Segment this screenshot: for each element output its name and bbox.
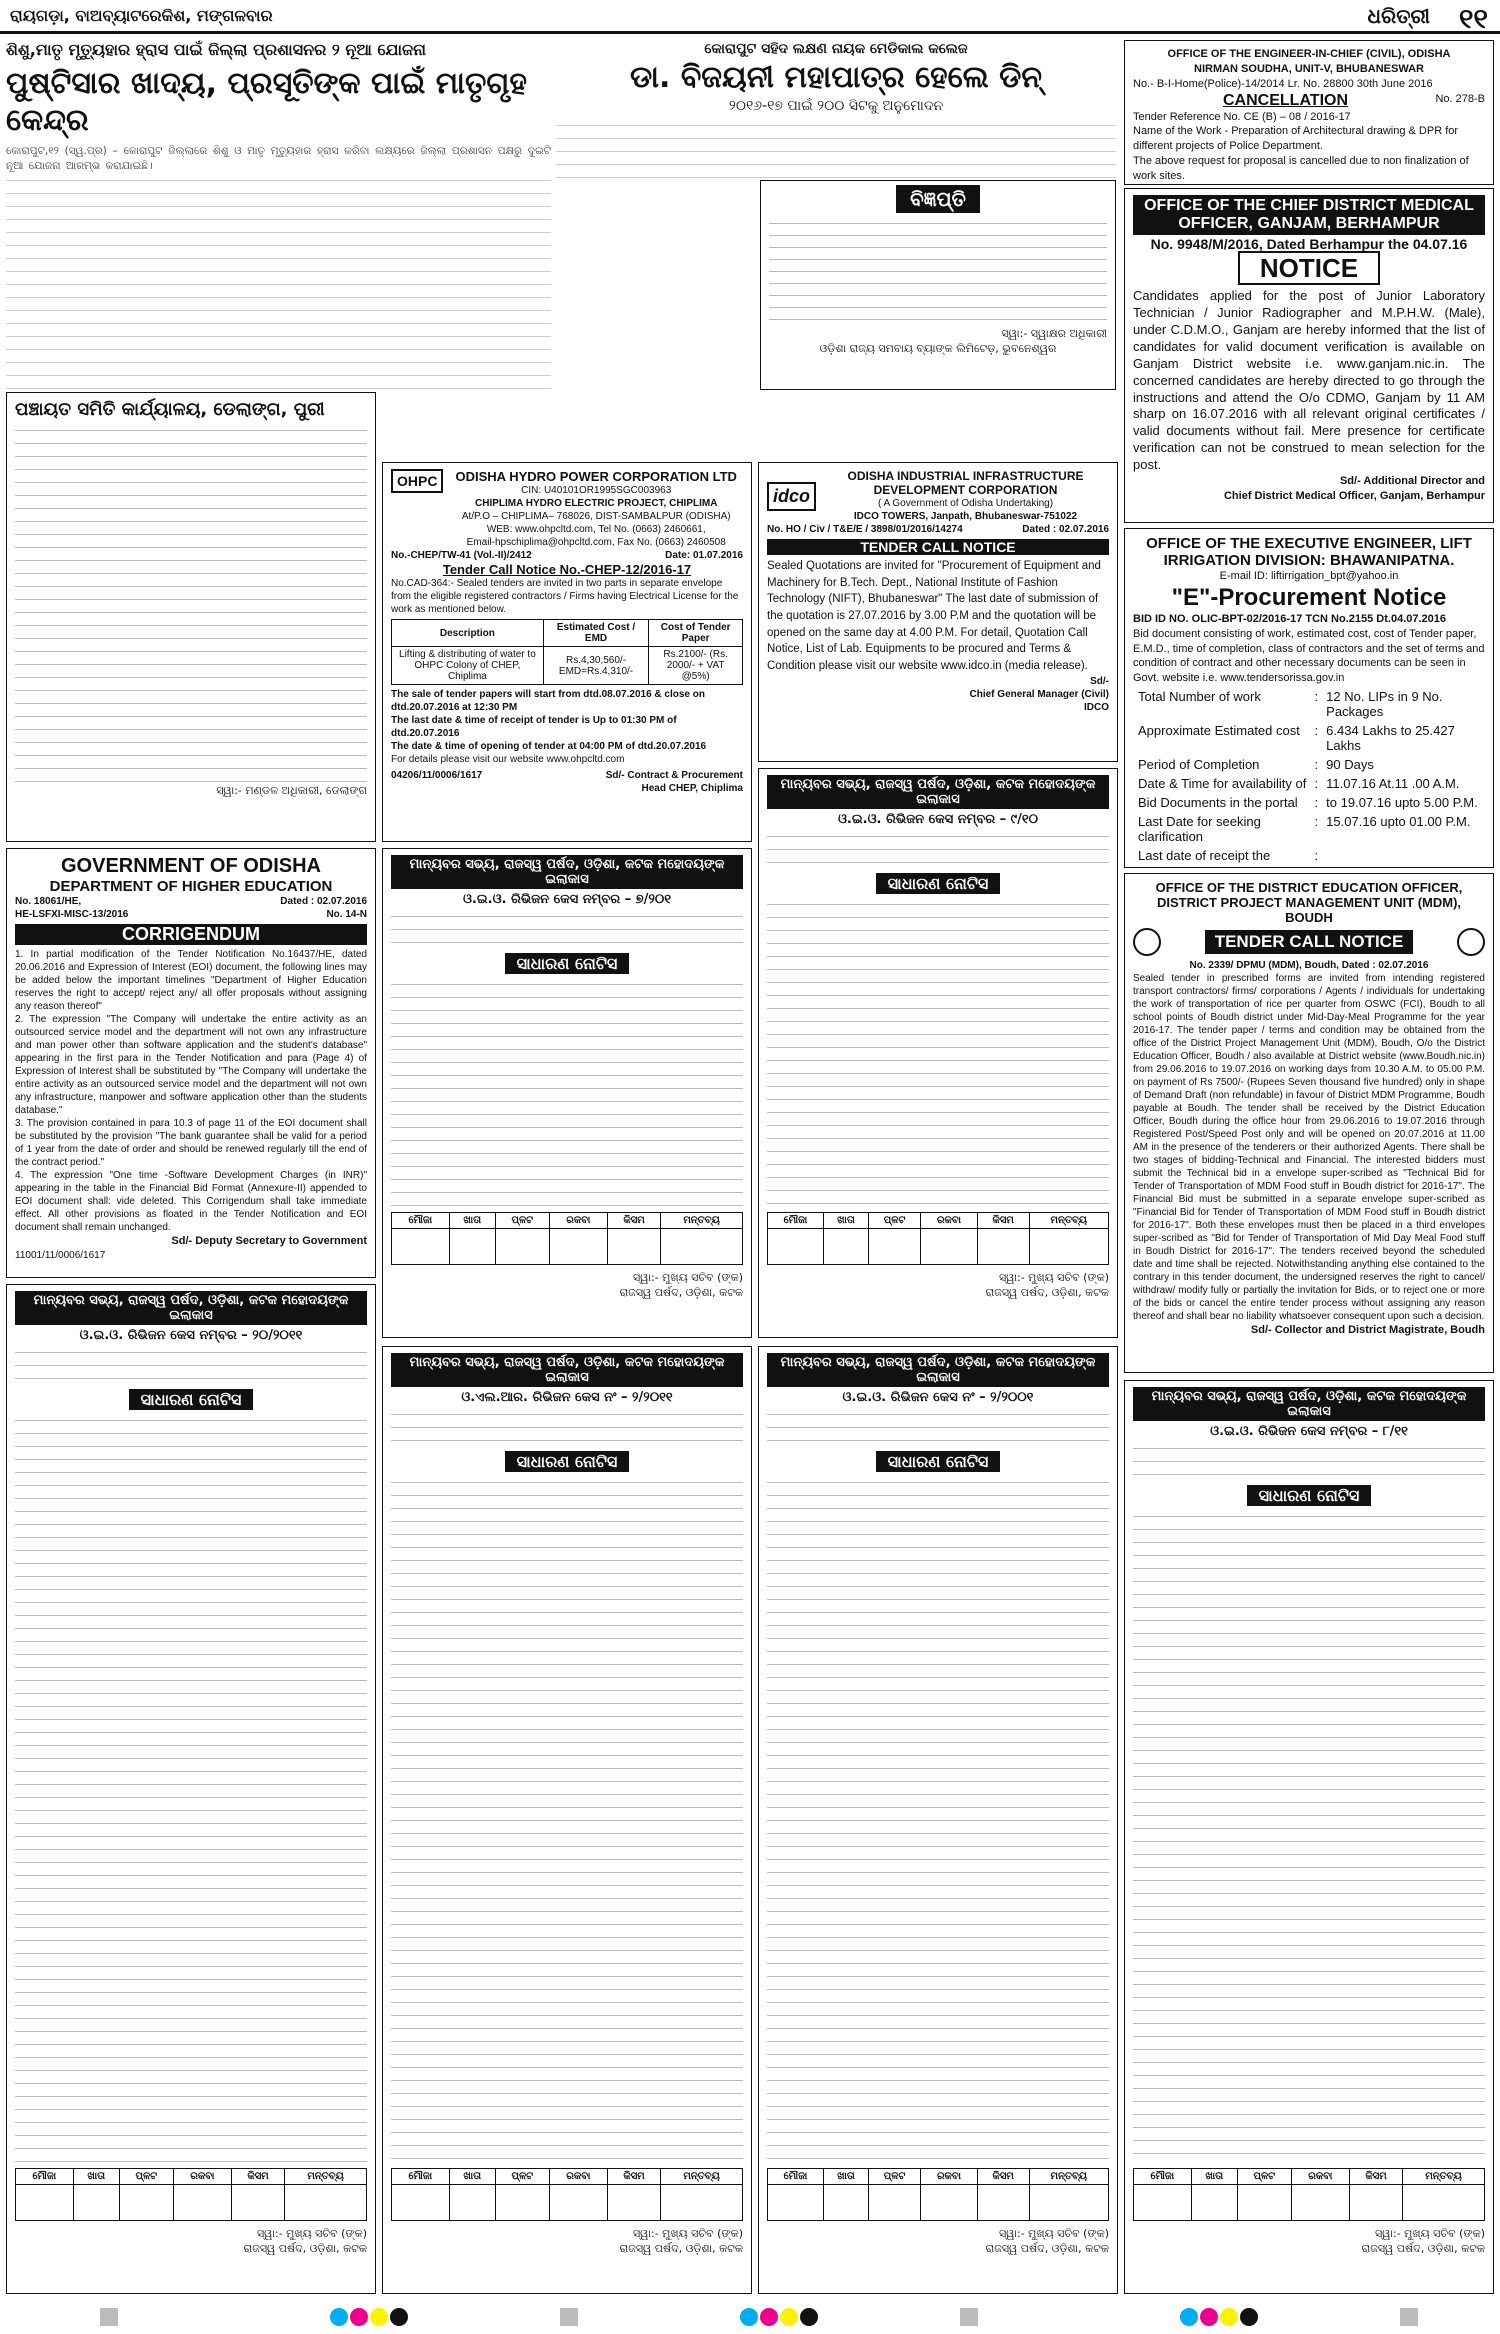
court-place: ରାଜସ୍ୱ ପର୍ଷଦ, ଓଡ଼ିଶା, କଟକ: [243, 2241, 367, 2255]
lift-schedule-cell: [1312, 866, 1322, 868]
deo-sign: Sd/- Collector and District Magistrate, Boudh: [1250, 1324, 1485, 1336]
goo-foot: 11001/11/0006/1617: [15, 1249, 106, 1261]
court-th: ମୌଜା: [768, 1213, 824, 1229]
ohpc-foot: 04206/11/0006/1617: [391, 770, 483, 781]
court-td: [1029, 2185, 1108, 2221]
goo-no: No. 18061/HE,: [15, 896, 82, 907]
color-swatch: [390, 2308, 408, 2326]
court-td: [1291, 2185, 1349, 2221]
ohpc-tender-notice: [382, 462, 752, 842]
eic-pno: No. 278-B: [1435, 92, 1485, 105]
lift-bid: BID ID NO. OLIC-BPT-02/2016-17 TCN No.2155 Dt.04.07.2016: [1133, 612, 1447, 625]
color-swatch: [1180, 2308, 1198, 2326]
lift-schedule-cell: Date & Time for availability of: [1138, 776, 1307, 792]
court-header: ମାନ୍ୟବର ସଭ୍ୟ, ରାଜସ୍ୱ ପର୍ଷଦ, ଓଡ଼ିଶା, କଟକ ମହୋଦୟଙ୍କ ଇଲାକାସ: [391, 855, 743, 889]
dean-sub: ୨୦୧୬-୧୭ ପାଇଁ ୨୦୦ ସିଟକୁ ଅନୁମୋଦନ: [728, 98, 944, 115]
goo-file: HE-LSFXI-MISC-13/2016: [15, 909, 129, 920]
court-th: ରକବା: [1291, 2169, 1349, 2185]
eic-work: Name of the Work - Preparation of Architectural drawing & DPR for different projects of Police Department.: [1133, 125, 1459, 153]
court-case: ଓ.ଇ.ଓ. ରିଭିଜନ କେସ ନମ୍ବର – ୨୦/୨୦୧୧: [79, 1328, 303, 1343]
court-td: [449, 1229, 495, 1265]
goo-item-4: 4. The expression "One time -Software Development Charges (in INR)" appearing in the table in the Financial Bid Format (Annexure-II) appended to EOI document shall: vide deleted. This Corrigendum shall take immediate effect. All other provisions as floated in the Tender Notification and EOI document shall remain unchanged.: [15, 1170, 367, 1233]
lift-schedule-row: [1135, 722, 1483, 754]
court-td: [231, 2185, 284, 2221]
court-td: [921, 2185, 978, 2221]
court-td: [173, 2185, 231, 2221]
ohpc-td-desc: Lifting & distributing of water to OHPC Colony of CHEP, Chiplima: [392, 647, 544, 685]
court-body-lines: [767, 898, 1109, 1208]
court-header: ମାନ୍ୟବର ସଭ୍ୟ, ରାଜସ୍ୱ ପର୍ଷଦ, ଓଡ଼ିଶା, କଟକ ମହୋଦୟଙ୍କ ଇଲାକାସ: [15, 1291, 367, 1325]
color-swatch: [1220, 2308, 1238, 2326]
court-td: [921, 1229, 978, 1265]
lift-schedule-row: [1135, 775, 1483, 792]
court-header: ମାନ୍ୟବର ସଭ୍ୟ, ରାଜସ୍ୱ ପର୍ଷଦ, ଓଡ଼ିଶା, କଟକ ମହୋଦୟଙ୍କ ଇଲାକାସ: [767, 1353, 1109, 1387]
ohpc-th-paper: Cost of Tender Paper: [649, 620, 743, 647]
ohpc-sign: Sd/- Contract & Procurement Head CHEP, Chiplima: [605, 770, 743, 794]
gray-swatch: [960, 2308, 978, 2326]
panchayat-body-lines: [15, 424, 367, 784]
lead-kicker: ଶିଶୁ,ମାତୃ ମୃତ୍ୟୁହାର ହ୍ରାସ ପାଇଁ ଜିଲ୍ଲା ପ୍ରଶାସନର ୨ ନୂଆ ଯୋଜନା: [6, 40, 426, 59]
lift-schedule-cell: Total Number of work: [1138, 689, 1261, 705]
court-land-table: [391, 2168, 743, 2221]
court-header: ମାନ୍ୟବର ସଭ୍ୟ, ରାଜସ୍ୱ ପର୍ଷଦ, ଓଡ଼ିଶା, କଟକ ମହୋଦୟଙ୍କ ଇଲାକାସ: [1133, 1387, 1485, 1421]
court-notice-title: ସାଧାରଣ ନୋଟିସ: [876, 873, 1001, 894]
eic-no: No.- B-I-Home(Police)-14/2014 Lr. No. 28800 30th June 2016: [1133, 77, 1433, 90]
court-land-table: [767, 1212, 1109, 1265]
court-th: ମନ୍ତବ୍ୟ: [661, 1213, 743, 1229]
court-th: ରକବା: [921, 1213, 978, 1229]
court-place: ରାଜସ୍ୱ ପର୍ଷଦ, ଓଡ଼ିଶା, କଟକ: [619, 1285, 743, 1299]
court-place: ରାଜସ୍ୱ ପର୍ଷଦ, ଓଡ଼ିଶା, କଟକ: [985, 1285, 1109, 1299]
page-number: ୧୧: [1458, 2, 1488, 35]
lift-schedule-row: [1135, 756, 1483, 773]
lift-schedule-cell: 6.434 Lakhs to 25.427 Lakhs: [1326, 723, 1455, 754]
goo-item-2: 2. The expression "The Company will undertake the entire activity as an outsourced service model and the department will not own any infrastructure and man power other than software application and the student's database" appearing in the first para in the Tender Notification and para (Page 4) of Expression of Interest shall be substituted by "The Company will undertake the entire activity as an outsourced service model and the department will not own any infrastructure, manpower and software application other than the students database.": [15, 1014, 367, 1116]
idco-tender-notice: [758, 462, 1118, 762]
court-sign: ସ୍ୱା:- ମୁଖ୍ୟ ସଚିବ (ଙ୍କ): [1375, 2227, 1485, 2240]
corrigendum-notice: [6, 848, 376, 1278]
ohpc-date: Date: 01.07.2016: [665, 550, 743, 561]
lead-story: [6, 40, 551, 390]
lift-schedule-cell: [1135, 866, 1310, 868]
idco-addr: IDCO TOWERS, Janpath, Bhubaneswar-751022: [853, 511, 1078, 522]
court-td: [73, 2185, 119, 2221]
court-th: ଖାତା: [823, 1213, 868, 1229]
eic-office: OFFICE OF THE ENGINEER-IN-CHIEF (CIVIL), ODISHA: [1167, 48, 1451, 60]
goo-item-3: 3. The provision contained in para 10.3 of page 11 of the EOI document shall be substituted by the provision "The bank guarantee shall be valid for a period of 1 year from the date of order and should be renewed regularly till the end of the contract period.": [15, 1118, 367, 1168]
revenue-board-notice: [382, 848, 752, 1338]
court-place: ରାଜସ୍ୱ ପର୍ଷଦ, ଓଡ଼ିଶା, କଟକ: [985, 2241, 1109, 2255]
court-parties-lines: [391, 910, 743, 950]
eic-ref: Tender Reference No. CE (B) – 08 / 2016-17: [1133, 110, 1351, 123]
court-case: ଓ.ଇ.ଓ. ରିଭିଜନ କେସ ନଂ – ୨/୨୦୦୧: [842, 1390, 1034, 1405]
court-th: ଖାତା: [449, 1213, 495, 1229]
revenue-board-notice: [382, 1346, 752, 2294]
lift-title: "E"-Procurement Notice: [1171, 583, 1447, 611]
eic-addr: NIRMAN SOUDHA, UNIT-V, BHUBANESWAR: [1194, 62, 1424, 75]
court-td: [607, 2185, 660, 2221]
lift-schedule-cell: 11.07.16 At.11 .00 A.M.: [1326, 776, 1460, 792]
deo-boudh-notice: [1124, 873, 1494, 1373]
idco-no: No. HO / Civ / T&E/E / 3898/01/2016/14274: [767, 524, 963, 535]
court-th: ମନ୍ତବ୍ୟ: [285, 2169, 367, 2185]
court-land-table: [1133, 2168, 1485, 2221]
court-th: ପ୍ଳଟ: [869, 1213, 921, 1229]
gray-swatch: [1400, 2308, 1418, 2326]
bigyapti-sign: ସ୍ୱା:- ସ୍ୱାକ୍ଷର ଅଧିକାରୀ: [1001, 327, 1107, 340]
revenue-board-notice: [758, 768, 1118, 1338]
court-td: [661, 1229, 743, 1265]
color-swatch: [740, 2308, 758, 2326]
court-case: ଓ.ଇ.ଓ. ରିଭିଜନ କେସ ନମ୍ବର – ୮/୧୧: [1210, 1424, 1408, 1439]
court-place: ରାଜସ୍ୱ ପର୍ଷଦ, ଓଡ଼ିଶା, କଟକ: [619, 2241, 743, 2255]
court-th: କିସମ: [231, 2169, 284, 2185]
court-notice-title: ସାଧାରଣ ନୋଟିସ: [505, 1451, 630, 1472]
cdmo-sign1: Sd/- Additional Director and: [1339, 474, 1485, 487]
registration-marks: [0, 2300, 1500, 2334]
ohpc-email: Email-hpschiplima@ohpcltd.com, Fax No. (0663) 2460508: [466, 537, 726, 548]
emblem-icon: [1133, 928, 1161, 956]
goo-date: Dated : 02.07.2016: [280, 896, 367, 907]
court-land-table: [391, 1212, 743, 1265]
court-td: [549, 1229, 607, 1265]
court-th: ରକବା: [921, 2169, 978, 2185]
color-swatch: [350, 2308, 368, 2326]
eic-cancellation-notice: [1124, 40, 1494, 185]
court-body-lines: [1133, 1510, 1485, 2164]
court-place: ରାଜସ୍ୱ ପର୍ଷଦ, ଓଡ଼ିଶା, କଟକ: [1361, 2241, 1485, 2255]
color-swatch: [370, 2308, 388, 2326]
ohpc-td-cost: Rs.4,30,560/- EMD=Rs.4,310/-: [543, 647, 648, 685]
ohpc-title: Tender Call Notice No.-CHEP-12/2016-17: [442, 562, 692, 577]
lift-schedule-cell: [1323, 866, 1483, 868]
court-td: [1191, 2185, 1237, 2221]
lift-schedule-cell: [1323, 847, 1483, 864]
court-sign: ସ୍ୱା:- ମୁଖ୍ୟ ସଚିବ (ଙ୍କ): [999, 2227, 1109, 2240]
idco-title: TENDER CALL NOTICE: [767, 539, 1109, 555]
panchayat-sign: ସ୍ୱା:- ମଣ୍ଡଳ ଅଧିକାରୀ, ଡେଲାଙ୍ଗ: [216, 784, 367, 797]
court-case: ଓ.ଇ.ଓ. ରିଭିଜନ କେସ ନମ୍ବର – ୯/୧୦: [837, 812, 1039, 827]
court-notice-title: ସାଧାରଣ ନୋଟିସ: [876, 1451, 1001, 1472]
court-td: [392, 2185, 450, 2221]
dean-body-lines: [556, 119, 1116, 189]
panchayat-title: ପଞ୍ଚାୟତ ସମିତି କାର୍ଯ୍ୟାଳୟ, ଡେଲାଙ୍ଗ, ପୁରୀ: [15, 399, 325, 420]
gray-swatch: [100, 2308, 118, 2326]
lift-schedule-cell: :: [1314, 689, 1319, 705]
court-land-table: [767, 2168, 1109, 2221]
court-td: [119, 2185, 173, 2221]
lift-schedule-cell: :: [1314, 776, 1319, 792]
ohpc-l1: The sale of tender papers will start from dtd.08.07.2016 & close on dtd.20.07.2016 at 12:30 PM: [391, 689, 705, 713]
ohpc-th-desc: Description: [392, 620, 544, 647]
court-td: [869, 2185, 921, 2221]
lift-schedule-cell: Last date of receipt the: [1138, 848, 1271, 864]
court-td: [1134, 2185, 1192, 2221]
bigyapti-title: ବିଜ୍ଞପ୍ତି: [896, 185, 980, 213]
court-header: ମାନ୍ୟବର ସଭ୍ୟ, ରାଜସ୍ୱ ପର୍ଷଦ, ଓଡ଼ିଶା, କଟକ ମହୋଦୟଙ୍କ ଇଲାକାସ: [767, 775, 1109, 809]
court-th: ପ୍ଳଟ: [119, 2169, 173, 2185]
court-th: ପ୍ଳଟ: [495, 1213, 549, 1229]
court-td: [495, 1229, 549, 1265]
idco-date: Dated : 02.07.2016: [1022, 524, 1109, 535]
court-th: ମନ୍ତବ୍ୟ: [1029, 2169, 1108, 2185]
court-th: କିସମ: [977, 1213, 1029, 1229]
masthead-date: ରାୟଗଡ଼ା, ବାଅବ୍ୟାଟରେକିଶ, ମଙ୍ଗଳବାର: [10, 6, 273, 25]
court-td: [768, 2185, 824, 2221]
cdmo-body: Candidates applied for the post of Junior Laboratory Technician / Junior Radiographer and M.P.H.W. (Male), under C.D.M.O., Ganjam are hereby informed that the list of candidates for valid document verification is available on Ganjam District website i.e. www.ganjam.nic.in. The concerned candidates are hereby directed to go through the instructions and attend the O/o CDMO, Ganjam by 11 AM sharp on 16.07.2016 with all relevant original certificates / valid documents without fail. Mere presence for certificate verification can not be construed to mean selection for the post.: [1133, 288, 1485, 473]
court-sign: ସ୍ୱା:- ମୁଖ୍ୟ ସଚିବ (ଙ୍କ): [257, 2227, 367, 2240]
court-th: କିସମ: [607, 2169, 660, 2185]
bigyapti-org: ଓଡ଼ିଶା ରାଜ୍ୟ ସମବାୟ ବ୍ୟାଙ୍କ ଲିମିଟେଡ଼, ଭୁବନେଶ୍ୱର: [819, 341, 1057, 355]
court-th: କିସମ: [1349, 2169, 1402, 2185]
court-td: [661, 2185, 743, 2221]
idco-name: ODISHA INDUSTRIAL INFRASTRUCTURE DEVELOPMENT CORPORATION: [847, 469, 1084, 497]
court-th: ମନ୍ତବ୍ୟ: [1029, 1213, 1108, 1229]
dean-headline: ଡା. ବିଜୟନୀ ମହାପାତ୍ର ହେଲେ ଡିନ୍: [629, 60, 1043, 96]
idco-logo: idco: [767, 482, 816, 511]
court-th: ମୌଜା: [1134, 2169, 1192, 2185]
court-th: ଖାତା: [73, 2169, 119, 2185]
court-th: ରକବା: [549, 2169, 607, 2185]
eic-body: The above request for proposal is cancelled due to non finalization of work sites.: [1133, 155, 1469, 182]
court-notice-title: ସାଧାରଣ ନୋଟିସ: [1247, 1485, 1372, 1506]
ohpc-intro: No.CAD-364:- Sealed tenders are invited in two parts in separate envelope from the eligible registered contractors / Firms having Electrical License for the work as mentioned below.: [391, 578, 739, 615]
lift-schedule-cell: to 19.07.16 upto 5.00 P.M.: [1326, 795, 1478, 811]
lift-irrigation-notice: [1124, 528, 1494, 868]
court-td: [768, 1229, 824, 1265]
eic-sign: [1280, 184, 1485, 185]
lift-schedule-row: [1135, 794, 1483, 811]
ohpc-logo: OHPC: [391, 469, 443, 493]
dean-kicker: କୋରାପୁଟ ସହିଦ ଲକ୍ଷଣ ନାୟକ ମେଡିକାଲ କଲେଜ: [704, 41, 968, 57]
paper-name: ଧରିତ୍ରୀ: [1367, 4, 1430, 28]
lift-schedule-cell: 15.07.16 upto 01.00 P.M.: [1326, 814, 1471, 830]
ohpc-sub: CHIPLIMA HYDRO ELECTRIC PROJECT, CHIPLIMA: [475, 498, 718, 509]
court-th: ଖାତା: [823, 2169, 868, 2185]
court-th: ଖାତା: [1191, 2169, 1237, 2185]
idco-sign3: IDCO: [1084, 701, 1109, 713]
lift-schedule-row: [1135, 813, 1483, 845]
panchayat-notice: [6, 392, 376, 842]
ohpc-table: [391, 619, 743, 685]
court-td: [549, 2185, 607, 2221]
lift-schedule-cell: 90 Days: [1326, 757, 1374, 773]
lead-body: କୋରାପୁଟ,୧୨ (ସ୍ୱ.ପ୍ର) – କୋରାପୁଟ ଜିଲ୍ଲାରେ ଶିଶୁ ଓ ମାତୃ ମୃତ୍ୟୁହାର ହ୍ରାସ କରିବା ଲକ୍ଷ୍ୟରେ ଜିଲ୍ଲା ପ୍ରଶାସନ ପକ୍ଷରୁ ଦୁଇଟି ନୂଆ ଯୋଜନା ଆରମ୍ଭ କରାଯାଇଛି।: [6, 144, 551, 173]
lift-schedule-table: [1133, 686, 1485, 868]
court-parties-lines: [15, 1346, 367, 1386]
court-td: [495, 2185, 549, 2221]
deo-body: Sealed tender in prescribed forms are invited from intending registered transport contractors/ firms/ corporations / Agents / individuals for undertaking the work of transportation of rice per quarter from OSWC (FCI), Boudh to all school points of Boudh district under Mid-Day-Meal Programme for the year 2016-17. The tender paper / terms and condition may be obtained from the office of the District Project Management Unit (MDM), Boudh, O/o the District Education Officer, Boudh / also available at District website (www.Boudh.nic.in) from 29.06.2016 to 19.07.2016 on working days from 10.30 A.M. to 05.00 P.M. on payment of Rs 7500/- (Rupees Seven thousand five hundred) only in shape of Demand Draft (non refundable) in favour of District MDM Programme, Boudh payable at Boudh. The tender shall be received by the District Education Officer, Boudh during the office hour from 29.06.2016 to 19.07.2016 through Registered Post/Speed Post only and will be opened on 20.07.2016 at 11.00 AM in the presence of the tenderers or their authorized Agents. There shall be two stages of bidding-Technical and Financial. The interested bidders must submit the Technical bid in a envelope super-scribed as "Technical Bid for Tender of Transportation of MDM Food stuff in Boudh district for 2016-17". The Financial Bid must be submitted in a separate envelope super-scribed as "Financial Bid for Tender of Transportation of MDM Food stuff in Boudh district for 2016-17". Both these envelopes must then be placed in a third envelopes super-scribed as "Bid for Tender of Transportation of Mid Day Meal Food stuff in Boudh District for 2016-17". The tenders received beyond the scheduled date and time shall be rejected. Notwithstanding anything else contained to the contrary in this tender document, the undersigned reserves the right to cancel/ withdraw/ modify fully or partially the invitation for Bids, or to reject one or more of the bids or cancel the entire tender process without assigning any reason thereof and shall bear no liability whatsoever consequent upon such a decision.: [1133, 973, 1485, 1322]
ohpc-addr: At/P.O – CHIPLIMA– 768026, DIST-SAMBALPUR (ODISHA): [461, 511, 731, 522]
ohpc-name: ODISHA HYDRO POWER CORPORATION LTD: [455, 469, 737, 484]
lift-schedule-row: [1135, 847, 1483, 864]
goo-l2: DEPARTMENT OF HIGHER EDUCATION: [49, 878, 333, 895]
court-parties-lines: [1133, 1442, 1485, 1482]
court-td: [16, 2185, 74, 2221]
revenue-board-notice: [758, 1346, 1118, 2294]
dean-story: [556, 40, 1116, 190]
bigyapti-notice: [760, 180, 1116, 390]
goo-title: CORRIGENDUM: [15, 924, 367, 945]
ohpc-l3: The date & time of opening of tender at 04:00 PM of dtd.20.07.2016: [391, 741, 707, 752]
lift-body: Bid document consisting of work, estimated cost, cost of Tender paper, E.M.D., time of completion, class of contractors and the set of terms and condition of contract and other necessary documents can be seen in Govt. website i.e. www.tendersorissa.gov.in: [1133, 627, 1485, 685]
ohpc-td-paper: Rs.2100/- (Rs. 2000/- + VAT @5%): [649, 647, 743, 685]
bigyapti-body-lines: [769, 217, 1107, 327]
lead-body-lines: [6, 174, 551, 390]
gray-swatch: [560, 2308, 578, 2326]
court-th: ମୌଜା: [16, 2169, 74, 2185]
eic-title: CANCELLATION: [1223, 91, 1349, 109]
court-td: [977, 2185, 1029, 2221]
court-th: ମନ୍ତବ୍ୟ: [661, 2169, 743, 2185]
court-th: ପ୍ଳଟ: [1237, 2169, 1291, 2185]
masthead: [0, 0, 1500, 34]
goo-sign: Sd/- Deputy Secretary to Government: [171, 1235, 367, 1247]
lift-email: E-mail ID: liftirrigation_bpt@yahoo.in: [1219, 570, 1399, 582]
lift-schedule-cell: :: [1314, 757, 1319, 773]
court-body-lines: [391, 1476, 743, 2164]
cdmo-title: NOTICE: [1238, 251, 1380, 285]
eic-foot-no: [1133, 184, 1233, 185]
color-swatch: [1200, 2308, 1218, 2326]
court-td: [1237, 2185, 1291, 2221]
court-td: [449, 2185, 495, 2221]
court-case: ଓ.ଇ.ଓ. ରିଭିଜନ କେସ ନମ୍ବର – ୭/୨୦୧: [462, 892, 672, 907]
court-header: ମାନ୍ୟବର ସଭ୍ୟ, ରାଜସ୍ୱ ପର୍ଷଦ, ଓଡ଼ିଶା, କଟକ ମହୋଦୟଙ୍କ ଇଲାକାସ: [391, 1353, 743, 1387]
court-td: [977, 1229, 1029, 1265]
color-swatch: [780, 2308, 798, 2326]
cdmo-notice: [1124, 188, 1494, 523]
idco-body: Sealed Quotations are invited for "Procurement of Equipment and Machinery for B.Tech. Dept., National Institute of Fashion Technology (NIFT), Bhubaneswar" The last date of submission of the quotation is 27.07.2016 by 3.00 P.M and the quotation will be opened on the same day at 4.00 P.M. For detail, Quotation Call Notice, List of Lab. Equipments to be procured and Terms & Condition please visit our website www.idco.in (media release).: [767, 560, 1101, 673]
court-th: ଖାତା: [449, 2169, 495, 2185]
lift-schedule-cell: :: [1314, 795, 1319, 811]
lift-schedule-cell: Period of Completion: [1138, 757, 1260, 773]
court-td: [1029, 1229, 1108, 1265]
court-th: କିସମ: [977, 2169, 1029, 2185]
ohpc-web: WEB: www.ohpcltd.com, Tel No. (0663) 2460661,: [486, 524, 706, 535]
court-notice-title: ସାଧାରଣ ନୋଟିସ: [505, 953, 630, 974]
ohpc-cin: CIN: U40101OR1995SGC003963: [521, 485, 672, 496]
deo-title: TENDER CALL NOTICE: [1205, 930, 1414, 954]
cdmo-office: OFFICE OF THE CHIEF DISTRICT MEDICAL OFFICER, GANJAM, BERHAMPUR: [1133, 195, 1485, 235]
goo-l1: GOVERNMENT OF ODISHA: [60, 855, 321, 877]
court-body-lines: [15, 1414, 367, 2164]
court-td: [823, 1229, 868, 1265]
lift-schedule-cell: :: [1314, 814, 1319, 830]
court-land-table: [15, 2168, 367, 2221]
idco-tag: ( A Government of Odisha Undertaking): [877, 498, 1054, 509]
court-td: [607, 1229, 660, 1265]
lift-schedule-cell: 12 No. LIPs in 9 No. Packages: [1326, 689, 1443, 720]
court-th: କିସମ: [607, 1213, 660, 1229]
color-swatch: [330, 2308, 348, 2326]
lead-headline: ପୁଷ୍ଟିସାର ଖାଦ୍ୟ, ପ୍ରସୂତିଙ୍କ ପାଇଁ ମାତୃଗୃହ କେନ୍ଦ୍ର: [6, 65, 527, 139]
court-td: [1349, 2185, 1402, 2221]
court-td: [392, 1229, 450, 1265]
ohpc-no: No.-CHEP/TW-41 (Vol.-II)/2412: [391, 550, 532, 561]
lift-schedule-cell: :: [1314, 848, 1319, 864]
court-th: ମୌଜା: [392, 1213, 450, 1229]
color-swatch: [1240, 2308, 1258, 2326]
court-parties-lines: [391, 1408, 743, 1448]
goo-n14: No. 14-N: [326, 909, 367, 920]
lift-schedule-cell: Last Date for seeking clarification: [1138, 814, 1261, 845]
court-th: ରକବା: [549, 1213, 607, 1229]
lift-schedule-cell: :: [1314, 723, 1319, 739]
court-body-lines: [767, 1476, 1109, 2164]
ohpc-l4: For details please visit our website www.ohpcltd.com: [391, 754, 625, 765]
lift-schedule-row: [1135, 866, 1483, 868]
court-parties-lines: [767, 830, 1109, 870]
court-notice-title: ସାଧାରଣ ନୋଟିସ: [129, 1389, 254, 1410]
court-sign: ସ୍ୱା:- ମୁଖ୍ୟ ସଚିବ (ଙ୍କ): [633, 1271, 743, 1284]
color-swatch: [760, 2308, 778, 2326]
deo-no: No. 2339/ DPMU (MDM), Boudh, Dated : 02.07.2016: [1189, 960, 1429, 971]
court-sign: ସ୍ୱା:- ମୁଖ୍ୟ ସଚିବ (ଙ୍କ): [999, 1271, 1109, 1284]
idco-sign1: Sd/-: [1090, 675, 1109, 687]
cdmo-sign2: Chief District Medical Officer, Ganjam, Berhampur: [1223, 489, 1485, 502]
court-th: ମନ୍ତବ୍ୟ: [1403, 2169, 1485, 2185]
cdmo-no: No. 9948/M/2016, Dated Berhampur the 04.07.16: [1150, 236, 1468, 252]
lift-office: OFFICE OF THE EXECUTIVE ENGINEER, LIFT IRRIGATION DIVISION: BHAWANIPATNA.: [1146, 535, 1472, 569]
ohpc-l2: The last date & time of receipt of tender is Up to 01:30 PM of dtd.20.07.2016: [391, 715, 677, 739]
court-td: [869, 1229, 921, 1265]
idco-sign2: Chief General Manager (Civil): [969, 688, 1109, 700]
court-th: ରକବା: [173, 2169, 231, 2185]
lift-schedule-cell: Bid Documents in the portal: [1138, 795, 1298, 811]
court-th: ପ୍ଳଟ: [495, 2169, 549, 2185]
court-td: [285, 2185, 367, 2221]
court-case: ଓ.ଏଲ.ଆର. ରିଭିଜନ କେସ ନଂ – ୨/୨୦୧୧: [461, 1390, 673, 1405]
mdm-logo-icon: [1457, 928, 1485, 956]
court-parties-lines: [767, 1408, 1109, 1448]
court-td: [823, 2185, 868, 2221]
ohpc-th-cost: Estimated Cost / EMD: [543, 620, 648, 647]
deo-office: OFFICE OF THE DISTRICT EDUCATION OFFICER, DISTRICT PROJECT MANAGEMENT UNIT (MDM), BOUDH: [1155, 880, 1463, 925]
lift-schedule-cell: Approximate Estimated cost: [1138, 723, 1300, 739]
goo-item-1: 1. In partial modification of the Tender Notification No.16437/HE, dated 20.06.2016 and Expression of Interest (EOI) document, the following lines may be added below the important timelines "Department of Higher Education reserves the right to accept/ reject any/ all offer proposals without assigning any reason thereof": [15, 949, 367, 1012]
revenue-board-notice: [1124, 1380, 1494, 2294]
revenue-board-notice: [6, 1284, 376, 2294]
lift-schedule-row: [1135, 688, 1483, 720]
court-th: ମୌଜା: [392, 2169, 450, 2185]
court-body-lines: [391, 978, 743, 1208]
court-th: ମୌଜା: [768, 2169, 824, 2185]
color-swatch: [800, 2308, 818, 2326]
court-th: ପ୍ଳଟ: [869, 2169, 921, 2185]
court-td: [1403, 2185, 1485, 2221]
court-sign: ସ୍ୱା:- ମୁଖ୍ୟ ସଚିବ (ଙ୍କ): [633, 2227, 743, 2240]
